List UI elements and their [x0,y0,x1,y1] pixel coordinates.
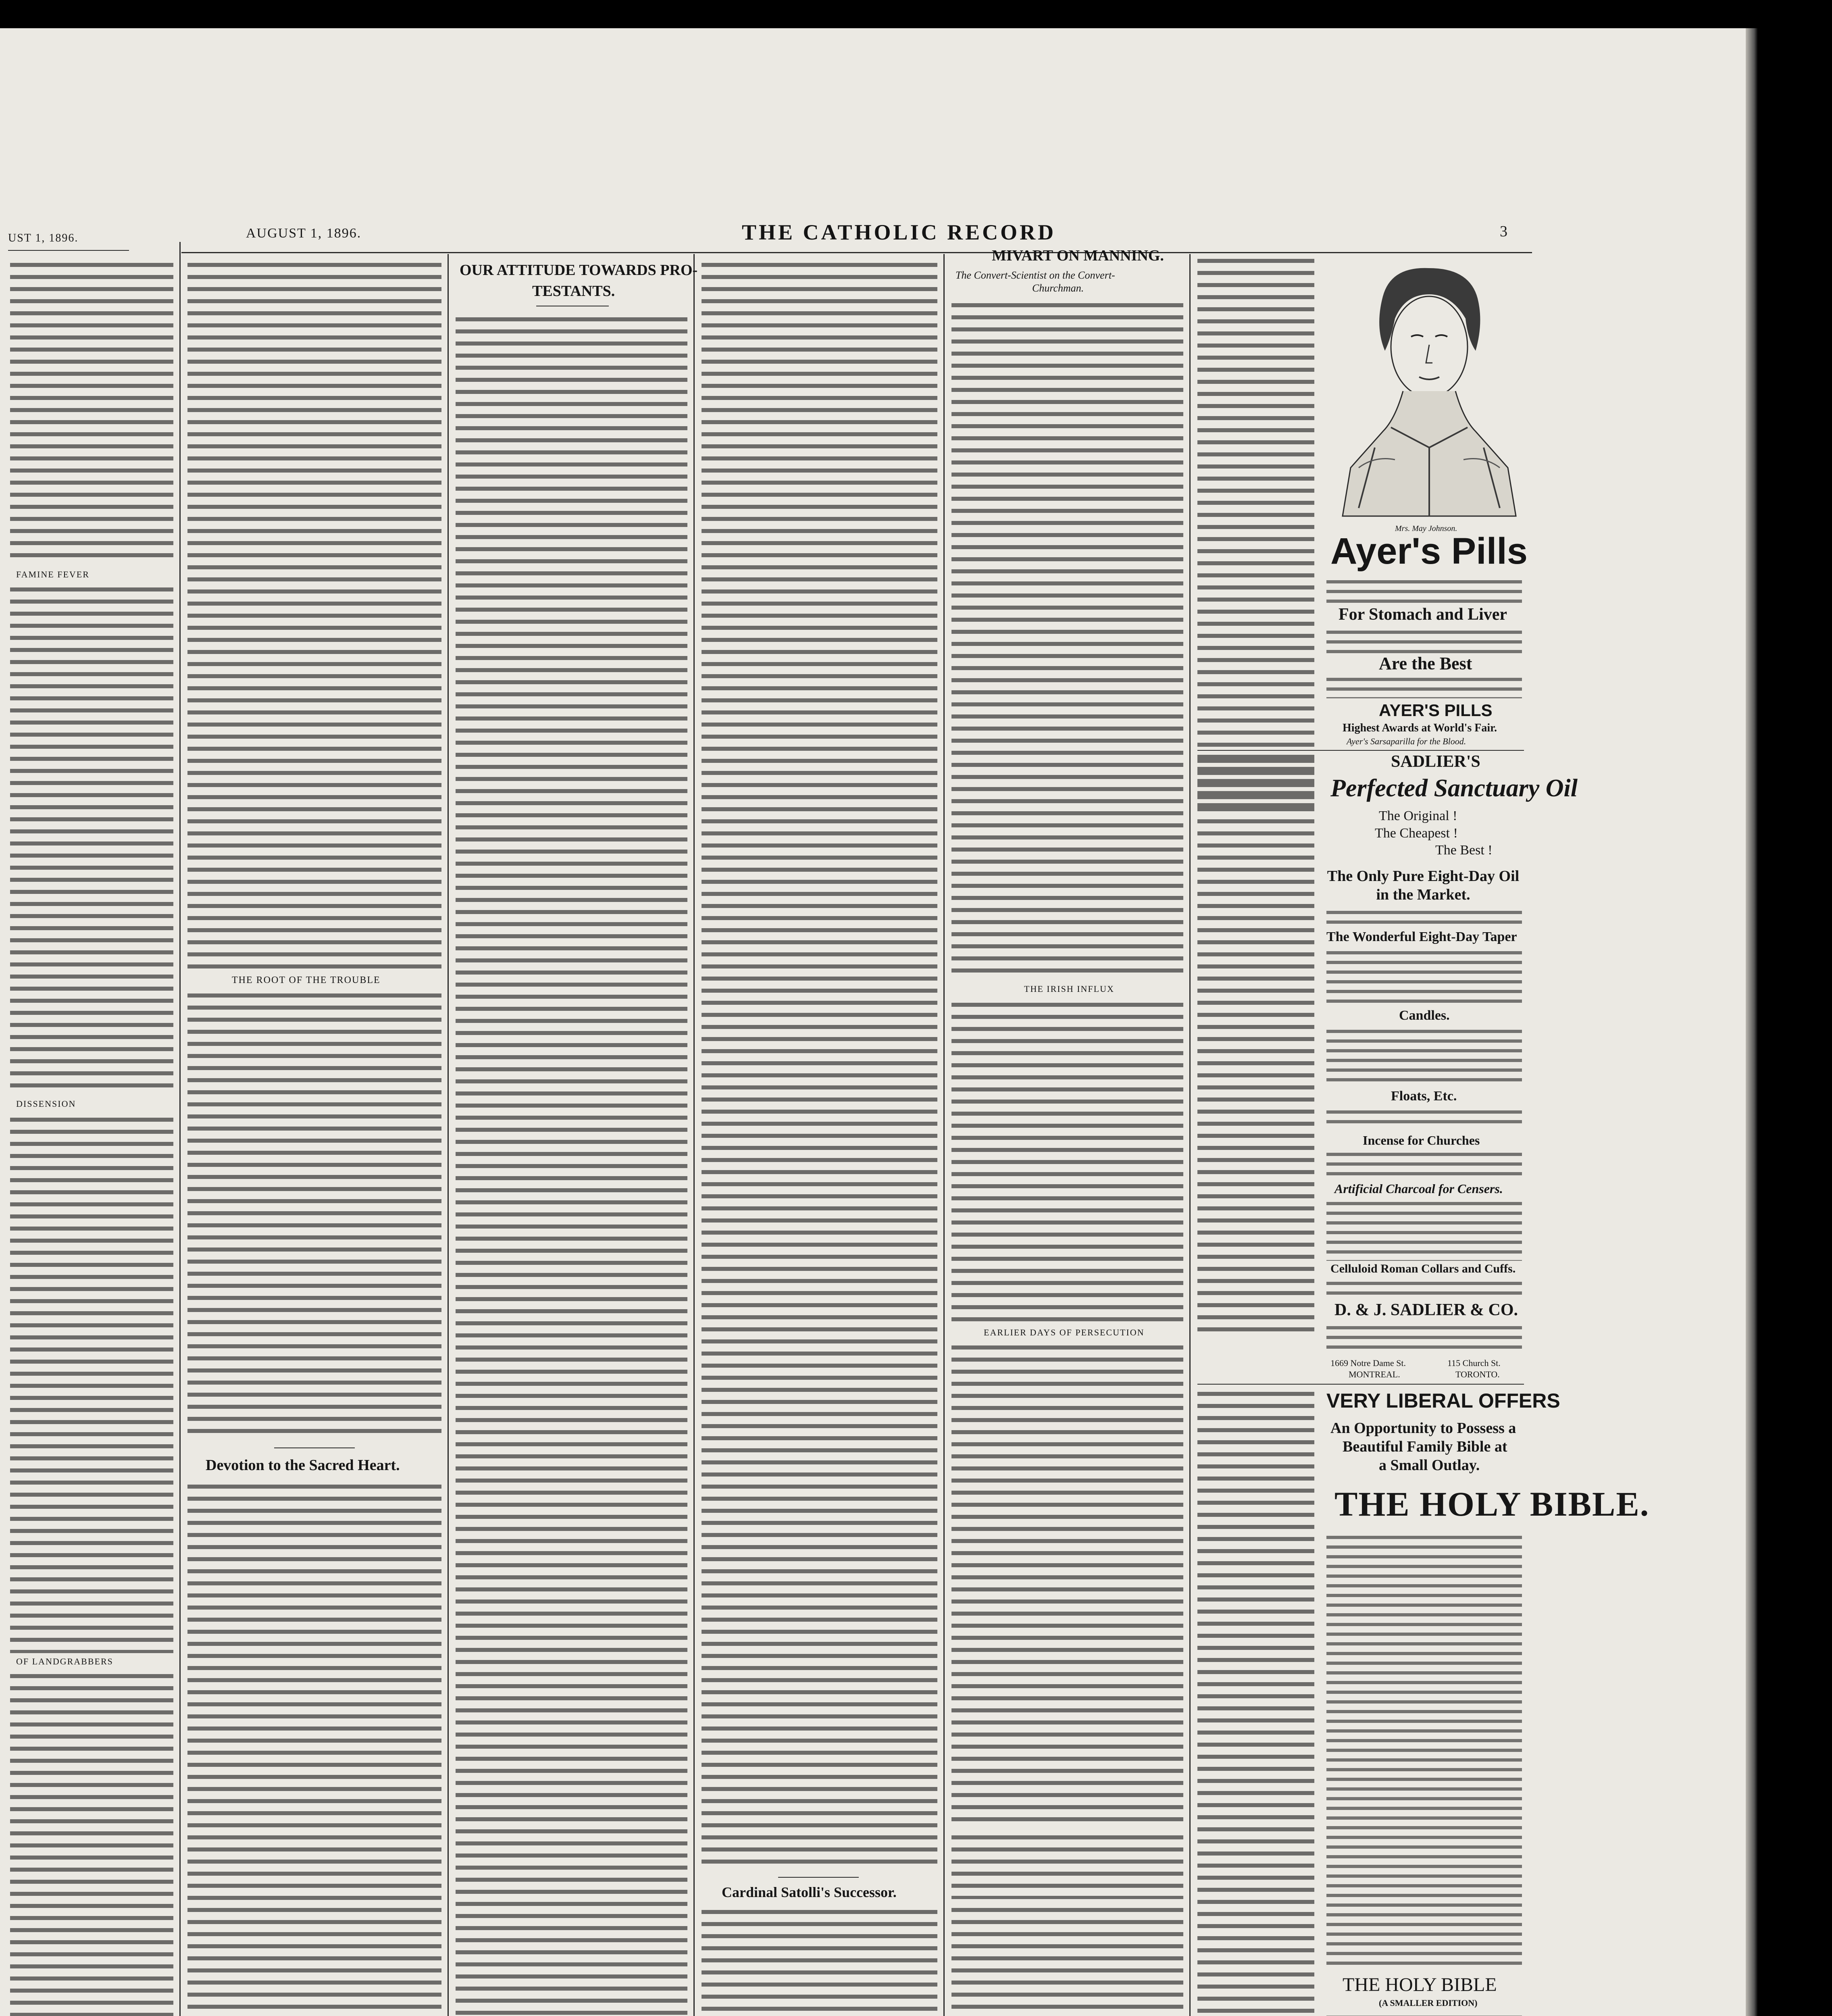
opportunity-line1: An Opportunity to Possess a [1330,1420,1516,1437]
ayers-pills-title: Ayer's Pills [1330,531,1528,572]
mivart-heading: MIVART ON MANNING. [992,247,1164,264]
opportunity-line2: Beautiful Family Bible at [1343,1438,1507,1455]
article-text-block [1326,627,1522,653]
page-number: 3 [1500,223,1508,240]
section-divider [274,1447,355,1448]
portrait-caption: Mrs. May Johnson. [1395,524,1457,533]
article-text-block [1326,1026,1522,1087]
article-text-block [1326,1322,1522,1355]
article-text-block [951,1341,1183,1829]
ayers-pills-caps: AYER'S PILLS [1379,701,1493,720]
article-text-block [1326,1278,1522,1298]
article-text-block [702,258,937,1871]
landgrabbers-heading: OF LANDGRABBERS [16,1656,113,1666]
sacred-heart-heading: Devotion to the Sacred Heart. [206,1457,400,1474]
eight-day-taper-title: The Wonderful Eight-Day Taper [1326,929,1517,944]
column-rule-2 [448,254,449,2016]
holy-bible-title: THE HOLY BIBLE. [1334,1485,1650,1523]
satolli-successor-heading: Cardinal Satolli's Successor. [722,1884,897,1900]
article-text-block [1326,907,1522,927]
article-text-block [1197,754,1314,1335]
masthead: THE CATHOLIC RECORD [742,220,1056,244]
montreal-address-line2: MONTREAL. [1349,1369,1400,1379]
ad-divider [1197,750,1524,751]
liberal-offers-title: VERY LIBERAL OFFERS [1326,1389,1560,1412]
sadliers-title: SADLIER'S [1391,752,1480,771]
article-text-block [951,1831,1183,1899]
article-text-block [10,258,173,564]
perfected-sanctuary-oil-title: Perfected Sanctuary Oil [1330,775,1578,802]
earlier-days-heading: EARLIER DAYS OF PERSECUTION [984,1327,1145,1337]
left-page-rule [8,250,129,251]
dissension-heading: DISSENSION [16,1099,76,1109]
root-of-trouble-heading: THE ROOT OF THE TROUBLE [232,975,381,985]
article-text-block [187,258,441,972]
article-text-block [702,1905,937,2016]
the-irish-influx-heading: THE IRISH INFLUX [1024,984,1114,994]
article-text-block [951,1903,1183,2016]
issue-date: AUGUST 1, 1896. [246,226,362,241]
article-text-block [1197,1387,1314,2016]
toronto-address-line2: TORONTO. [1455,1369,1500,1379]
highest-awards-line: Highest Awards at World's Fair. [1343,722,1497,734]
ad-divider [1197,1384,1524,1385]
article-text-block [456,312,687,2016]
left-page-date: UST 1, 1896. [8,232,79,244]
article-text-block [10,1113,173,1653]
article-text-block [187,1480,441,2016]
section-divider [778,1877,859,1878]
celluloid-heading: Celluloid Roman Collars and Cuffs. [1330,1262,1516,1275]
holy-bible-smaller-title: THE HOLY BIBLE [1343,1974,1497,1995]
toronto-address-line1: 115 Church St. [1447,1358,1501,1368]
column-rule-4 [943,254,945,2016]
header-rule [181,252,1532,253]
smaller-edition-label: (A SMALLER EDITION) [1379,1998,1478,2008]
protestants-heading-line2: TESTANTS. [532,283,615,300]
the-cheapest-line: The Cheapest ! [1375,826,1458,841]
candles-heading: Candles. [1399,1008,1450,1023]
woman-portrait [1334,258,1524,524]
article-text-block [1326,577,1522,605]
column-rule-1 [179,242,181,2016]
charcoal-heading: Artificial Charcoal for Censers. [1334,1181,1503,1196]
article-text-block [1326,1198,1522,1261]
article-text-block [10,583,173,1095]
only-pure-oil-line: The Only Pure Eight-Day Oil in the Market. [1327,868,1520,903]
column-rule-3 [693,254,695,2016]
sadlier-company-name: D. & J. SADLIER & CO. [1334,1301,1518,1319]
ayers-sarsaparilla-line: Ayer's Sarsaparilla for the Blood. [1347,736,1466,746]
article-text-block [951,298,1183,980]
stomach-liver-line: For Stomach and Liver [1339,605,1507,624]
article-text-block [1326,1149,1522,1179]
floats-heading: Floats, Etc. [1391,1089,1457,1104]
the-original-line: The Original ! [1379,808,1457,823]
opportunity-line3: a Small Outlay. [1379,1457,1480,1474]
montreal-address-line1: 1669 Notre Dame St. [1330,1358,1406,1368]
mivart-subheading-line1: The Convert-Scientist on the Convert- [956,269,1115,281]
the-best-line: The Best ! [1435,843,1493,858]
protestants-heading-line1: OUR ATTITUDE TOWARDS PRO- [460,262,698,279]
article-text-block [10,1669,173,2016]
article-text-block [1197,254,1314,810]
famine-fever-heading: FAMINE FEVER [16,569,90,579]
article-text-block [1326,2012,1522,2016]
column-rule-5 [1189,254,1191,2016]
article-text-block [951,998,1183,1325]
article-text-block [187,989,441,1440]
page-edge-shadow [1746,28,1758,2016]
incense-heading: Incense for Churches [1363,1133,1480,1148]
article-text-block [1326,674,1522,698]
article-text-block [1326,1107,1522,1127]
mivart-subheading-line2: Churchman. [1032,282,1084,294]
article-text-block [1326,1532,1522,1968]
are-the-best-line: Are the Best [1379,654,1472,673]
article-text-block [1326,948,1522,1008]
